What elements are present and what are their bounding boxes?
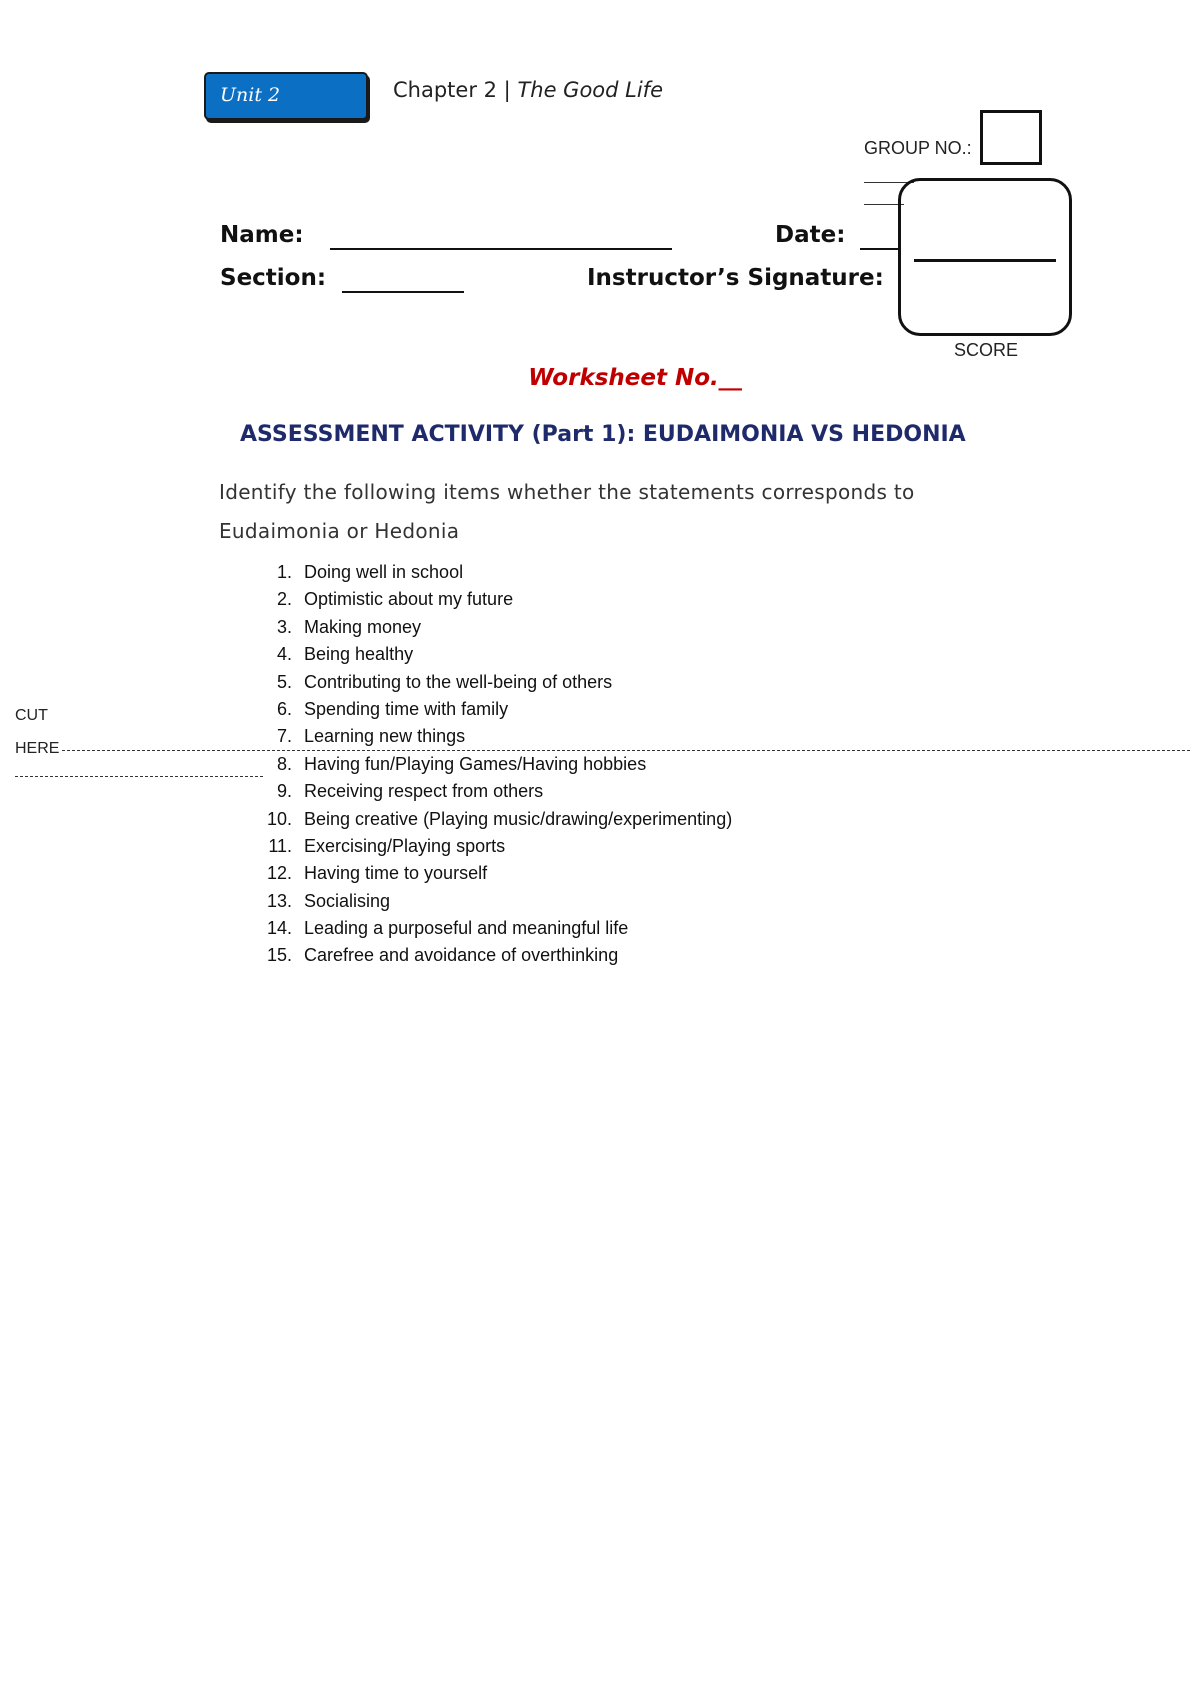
list-item	[250, 559, 732, 586]
item-number: 5.	[276, 671, 292, 692]
item-number: 15.	[266, 945, 292, 966]
item-text: Making money	[304, 616, 422, 637]
item-text: Receiving respect from others	[304, 781, 544, 802]
items-list	[250, 559, 732, 970]
list-item	[250, 806, 732, 833]
item-number: 8.	[276, 753, 292, 774]
item-number: 9.	[276, 781, 292, 802]
item-number: 7.	[276, 726, 292, 747]
signature-label: Instructor’s Signature:	[587, 265, 884, 291]
unit-badge	[204, 72, 368, 120]
group-number-label: GROUP NO.:	[864, 138, 972, 158]
list-item	[250, 942, 732, 969]
worksheet-title: Worksheet No.__	[528, 365, 742, 391]
item-text: Contributing to the well-being of others	[304, 671, 613, 692]
score-label: SCORE	[954, 340, 1019, 360]
list-item	[250, 586, 732, 613]
section-label: Section:	[220, 265, 327, 291]
unit-label: Unit 2	[220, 84, 281, 106]
item-text: Learning new things	[304, 726, 466, 747]
item-text: Being healthy	[304, 644, 414, 665]
list-item	[250, 614, 732, 641]
item-text: Exercising/Playing sports	[304, 835, 506, 856]
item-number: 3.	[276, 616, 292, 637]
item-text: Doing well in school	[304, 562, 464, 582]
name-label: Name:	[220, 222, 304, 248]
item-number: 10.	[266, 808, 292, 829]
score-box[interactable]	[898, 178, 1072, 336]
list-item	[250, 669, 732, 696]
date-field[interactable]	[860, 248, 898, 250]
item-text: Having fun/Playing Games/Having hobbies	[304, 753, 647, 774]
list-item	[250, 751, 732, 778]
item-text: Carefree and avoidance of overthinking	[304, 945, 619, 966]
chapter-prefix: Chapter 2 |	[393, 78, 511, 102]
name-field[interactable]	[330, 248, 672, 250]
item-number: 6.	[276, 698, 292, 719]
date-label: Date:	[775, 222, 846, 248]
instruction-line-1: Identify the following items whether the statements corresponds to	[219, 480, 915, 504]
item-text: Optimistic about my future	[304, 589, 514, 610]
item-number: 2.	[276, 589, 292, 610]
list-item	[250, 833, 732, 860]
list-item	[250, 696, 732, 723]
item-number: 13.	[266, 890, 292, 911]
list-item	[250, 723, 732, 750]
cut-label-here: HERE	[15, 740, 60, 757]
item-text: Spending time with family	[304, 698, 509, 719]
list-item	[250, 915, 732, 942]
list-item	[250, 778, 732, 805]
item-number: 12.	[266, 863, 292, 884]
item-number: 1.	[276, 562, 292, 582]
chapter-heading	[393, 78, 663, 102]
item-number: 14.	[266, 918, 292, 939]
cut-line	[62, 750, 1190, 751]
group-number-box[interactable]	[980, 110, 1042, 165]
item-text: Leading a purposeful and meaningful life	[304, 918, 629, 939]
chapter-title: The Good Life	[517, 78, 663, 102]
activity-title: ASSESSMENT ACTIVITY (Part 1): EUDAIMONIA VS HEDONIA	[240, 422, 966, 447]
list-item	[250, 888, 732, 915]
instruction-line-2: Eudaimonia or Hedonia	[219, 519, 460, 543]
section-field[interactable]	[342, 291, 464, 293]
list-item	[250, 860, 732, 887]
item-number: 11.	[268, 835, 292, 856]
item-text: Being creative (Playing music/drawing/experimenting)	[304, 808, 733, 829]
cut-label: CUT	[15, 707, 48, 724]
list-item	[250, 641, 732, 668]
item-text: Socialising	[304, 890, 391, 911]
score-divider	[914, 259, 1056, 262]
item-number: 4.	[276, 644, 292, 665]
item-text: Having time to yourself	[304, 863, 488, 884]
cut-line-continuation	[15, 776, 263, 777]
